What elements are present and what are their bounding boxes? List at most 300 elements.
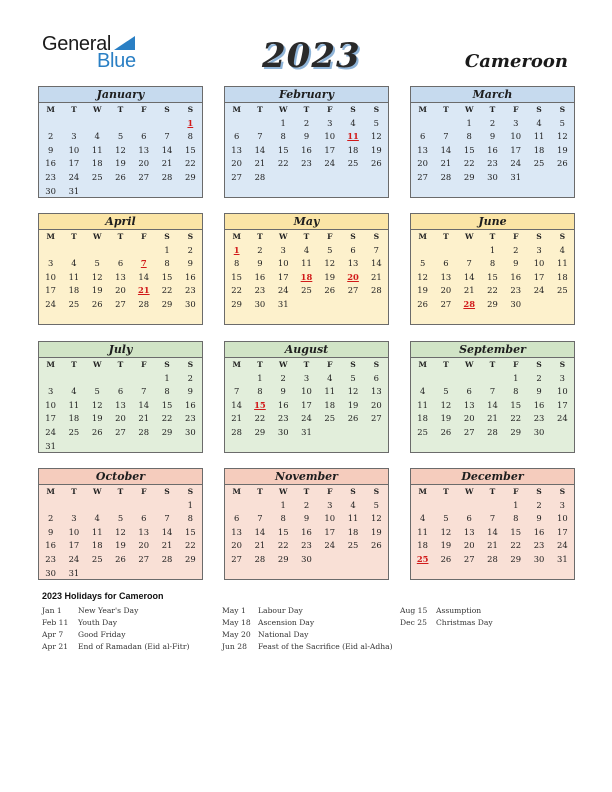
holiday-item: [42, 641, 218, 653]
empty-day-cell: [155, 440, 178, 454]
weekday-label: M: [46, 360, 55, 369]
month-title: October: [39, 469, 202, 485]
week-row: [411, 539, 574, 553]
day-cell: 23: [45, 171, 56, 182]
weekday-label: W: [278, 105, 288, 114]
day-cell: 24: [324, 158, 336, 169]
week-row: [411, 512, 574, 526]
weekday-label: F: [327, 487, 333, 496]
holiday-name: Feast of the Sacrifice (Eid al-Adha): [258, 642, 393, 651]
holiday-day-cell: 28: [463, 298, 476, 309]
day-cell: 18: [533, 144, 545, 155]
week-row: [39, 567, 202, 581]
day-cell: 12: [115, 144, 126, 155]
week-row: [411, 298, 574, 312]
day-cell: 21: [161, 158, 173, 169]
empty-day-cell: [155, 117, 178, 131]
day-cell: 19: [115, 158, 126, 169]
day-cell: 23: [533, 413, 545, 424]
day-cell: 14: [161, 144, 173, 155]
day-cell: 29: [487, 298, 498, 309]
empty-day-cell: [434, 117, 457, 131]
day-cell: 2: [536, 499, 542, 510]
holiday-day-cell: 1: [233, 244, 240, 255]
weekday-label: S: [350, 487, 356, 496]
day-cell: 23: [533, 540, 545, 551]
day-cell: 28: [254, 171, 266, 182]
day-cell: 7: [466, 258, 472, 269]
weekday-label: S: [559, 232, 566, 241]
day-cell: 3: [327, 499, 333, 510]
day-cell: 30: [487, 171, 498, 182]
empty-day-cell: [132, 440, 155, 454]
holiday-item: [222, 641, 428, 653]
country-name: Cameroon: [464, 51, 568, 72]
day-cell: 25: [324, 413, 336, 424]
weekday-label: S: [164, 360, 170, 369]
holiday-column: [42, 605, 218, 653]
day-cell: 26: [91, 426, 103, 437]
day-cell: 17: [324, 144, 336, 155]
week-row: [225, 385, 388, 399]
weekday-label: M: [418, 232, 427, 241]
week-row: [411, 144, 574, 158]
day-cell: 31: [45, 440, 56, 451]
day-cell: 5: [419, 258, 426, 269]
day-cell: 1: [466, 117, 472, 128]
weekday-label: S: [373, 487, 380, 496]
day-cell: 29: [510, 553, 522, 564]
empty-day-cell: [62, 244, 85, 258]
month-title: May: [225, 214, 388, 230]
day-cell: 29: [463, 171, 475, 182]
day-cell: 24: [45, 426, 56, 437]
day-cell: 12: [324, 258, 336, 269]
day-cell: 24: [45, 298, 56, 309]
day-cell: 25: [91, 553, 103, 564]
day-cell: 16: [301, 526, 312, 537]
weekday-label: F: [327, 232, 333, 241]
weekday-label: W: [278, 360, 288, 369]
weekday-label: S: [536, 487, 542, 496]
day-cell: 27: [115, 298, 126, 309]
day-cell: 22: [231, 285, 242, 296]
weekday-label: M: [232, 360, 241, 369]
holiday-date: May 20: [222, 630, 251, 639]
weekday-label: T: [443, 105, 449, 114]
day-cell: 24: [324, 540, 336, 551]
day-cell: 17: [324, 526, 336, 537]
weekday-label: T: [443, 232, 449, 241]
month-title: September: [411, 342, 574, 358]
empty-day-cell: [434, 372, 457, 386]
day-cell: 14: [254, 526, 266, 537]
day-cell: 30: [254, 298, 266, 309]
day-cell: 25: [347, 540, 359, 551]
empty-day-cell: [132, 185, 155, 199]
holiday-name: National Day: [258, 630, 309, 639]
weekday-label: S: [559, 105, 566, 114]
day-cell: 30: [533, 553, 545, 564]
day-cell: 13: [440, 271, 452, 282]
weekday-label: T: [257, 487, 263, 496]
day-cell: 25: [91, 171, 103, 182]
day-cell: 30: [533, 426, 545, 437]
day-cell: 9: [303, 513, 310, 524]
day-cell: 17: [533, 271, 545, 282]
day-cell: 8: [164, 258, 170, 269]
day-cell: 2: [47, 131, 54, 142]
weekday-label: S: [187, 487, 194, 496]
month-august: [224, 341, 389, 453]
week-row: [225, 171, 388, 185]
day-cell: 21: [370, 271, 382, 282]
day-cell: 5: [327, 244, 333, 255]
weekday-label: W: [92, 105, 102, 114]
day-cell: 11: [417, 399, 428, 410]
day-cell: 30: [45, 185, 56, 196]
day-cell: 18: [347, 144, 359, 155]
week-row: [411, 526, 574, 540]
day-cell: 26: [324, 285, 336, 296]
week-row: [225, 499, 388, 513]
week-row: [225, 526, 388, 540]
day-cell: 30: [45, 567, 56, 578]
weekday-header: [225, 103, 388, 117]
day-cell: 14: [440, 144, 452, 155]
week-row: [411, 117, 574, 131]
day-cell: 15: [463, 144, 475, 155]
holiday-date: Dec 25: [400, 618, 427, 627]
week-row: [39, 157, 202, 171]
weekday-label: S: [373, 232, 380, 241]
day-cell: 3: [71, 513, 77, 524]
week-row: [225, 257, 388, 271]
empty-day-cell: [39, 117, 62, 131]
day-cell: 27: [370, 413, 382, 424]
day-cell: 13: [138, 144, 150, 155]
day-cell: 7: [489, 513, 496, 524]
general-blue-logo: [42, 33, 142, 73]
day-cell: 22: [463, 158, 475, 169]
empty-day-cell: [458, 372, 481, 386]
month-june: [410, 213, 575, 325]
day-cell: 4: [71, 258, 77, 269]
empty-day-cell: [527, 171, 550, 185]
day-cell: 12: [440, 526, 452, 537]
day-cell: 19: [370, 526, 382, 537]
day-cell: 25: [417, 426, 428, 437]
day-cell: 10: [68, 144, 80, 155]
day-cell: 14: [161, 526, 173, 537]
weekday-header: [411, 358, 574, 372]
month-title: January: [39, 87, 202, 103]
empty-day-cell: [109, 244, 132, 258]
day-cell: 27: [417, 171, 428, 182]
weekday-label: F: [141, 105, 147, 114]
day-cell: 13: [231, 526, 242, 537]
day-cell: 8: [489, 258, 496, 269]
day-cell: 4: [327, 372, 333, 383]
day-cell: 5: [559, 117, 565, 128]
weekday-label: T: [303, 360, 310, 369]
day-cell: 27: [231, 553, 242, 564]
day-cell: 3: [513, 117, 519, 128]
empty-day-cell: [248, 499, 271, 513]
day-cell: 2: [536, 372, 542, 383]
empty-day-cell: [295, 171, 318, 185]
day-cell: 2: [187, 372, 193, 383]
day-cell: 3: [47, 386, 54, 397]
day-cell: 5: [373, 117, 379, 128]
empty-day-cell: [155, 185, 178, 199]
weekday-label: W: [464, 360, 474, 369]
empty-day-cell: [62, 499, 85, 513]
day-cell: 7: [443, 131, 449, 142]
holiday-date: May 18: [222, 618, 251, 627]
empty-day-cell: [318, 298, 341, 312]
holiday-name: Labour Day: [258, 606, 303, 615]
day-cell: 13: [347, 258, 359, 269]
day-cell: 14: [138, 399, 150, 410]
week-row: [411, 412, 574, 426]
day-cell: 4: [536, 117, 542, 128]
holiday-day-cell: 15: [254, 399, 266, 410]
week-row: [39, 539, 202, 553]
empty-day-cell: [481, 499, 504, 513]
weekday-label: W: [464, 232, 474, 241]
day-cell: 6: [373, 372, 379, 383]
day-cell: 6: [350, 244, 356, 255]
day-cell: 21: [254, 540, 266, 551]
day-cell: 20: [138, 540, 150, 551]
day-cell: 9: [489, 131, 496, 142]
day-cell: 6: [466, 386, 472, 397]
weekday-label: S: [350, 232, 356, 241]
empty-day-cell: [86, 499, 109, 513]
day-cell: 26: [440, 426, 452, 437]
weekday-label: S: [187, 105, 194, 114]
day-cell: 1: [280, 117, 286, 128]
day-cell: 2: [303, 499, 310, 510]
empty-day-cell: [109, 499, 132, 513]
day-cell: 29: [161, 426, 173, 437]
day-cell: 22: [510, 413, 522, 424]
week-row: [39, 185, 202, 199]
day-cell: 11: [301, 258, 312, 269]
weekday-label: F: [513, 232, 519, 241]
empty-day-cell: [132, 499, 155, 513]
holiday-name: End of Ramadan (Eid al-Fitr): [78, 642, 190, 651]
empty-day-cell: [132, 117, 155, 131]
weekday-label: S: [559, 360, 566, 369]
day-cell: 3: [71, 131, 77, 142]
day-cell: 27: [138, 553, 150, 564]
day-cell: 23: [184, 285, 196, 296]
month-title: July: [39, 342, 202, 358]
holiday-name: Youth Day: [78, 618, 118, 627]
day-cell: 29: [231, 298, 242, 309]
day-cell: 7: [164, 513, 170, 524]
day-cell: 10: [556, 513, 568, 524]
day-cell: 18: [91, 540, 103, 551]
day-cell: 25: [347, 158, 359, 169]
day-cell: 14: [463, 271, 475, 282]
week-row: [225, 553, 388, 567]
empty-day-cell: [86, 372, 109, 386]
logo-text-general: General: [42, 33, 112, 55]
weekday-label: T: [257, 232, 263, 241]
day-cell: 31: [68, 567, 80, 578]
day-cell: 30: [301, 553, 312, 564]
day-cell: 6: [117, 386, 124, 397]
day-cell: 21: [138, 413, 150, 424]
day-cell: 28: [231, 426, 242, 437]
empty-day-cell: [86, 244, 109, 258]
day-cell: 2: [257, 244, 263, 255]
day-cell: 27: [138, 171, 150, 182]
empty-day-cell: [458, 244, 481, 258]
week-row: [39, 526, 202, 540]
week-row: [411, 499, 574, 513]
week-row: [225, 284, 388, 298]
weekday-label: F: [141, 487, 147, 496]
empty-day-cell: [434, 244, 457, 258]
holiday-item: [400, 617, 606, 629]
empty-day-cell: [551, 171, 574, 185]
weekday-label: M: [418, 360, 427, 369]
weekday-label: F: [513, 487, 519, 496]
empty-day-cell: [527, 298, 550, 312]
empty-day-cell: [434, 499, 457, 513]
empty-day-cell: [86, 440, 109, 454]
weekday-label: T: [489, 105, 496, 114]
day-cell: 23: [254, 285, 266, 296]
day-cell: 4: [303, 244, 310, 255]
month-title: February: [225, 87, 388, 103]
week-row: [225, 144, 388, 158]
week-row: [39, 385, 202, 399]
month-april: [38, 213, 203, 325]
weekday-label: S: [559, 487, 566, 496]
empty-day-cell: [179, 185, 202, 199]
day-cell: 24: [533, 285, 545, 296]
day-cell: 24: [301, 413, 312, 424]
day-cell: 22: [277, 540, 289, 551]
day-cell: 16: [533, 399, 545, 410]
day-cell: 8: [164, 386, 170, 397]
week-row: [39, 117, 202, 131]
weekday-label: T: [303, 105, 310, 114]
day-cell: 19: [556, 144, 568, 155]
day-cell: 14: [254, 144, 266, 155]
weekday-label: W: [278, 487, 288, 496]
day-cell: 10: [45, 399, 56, 410]
day-cell: 26: [556, 158, 568, 169]
day-cell: 29: [510, 426, 522, 437]
weekday-label: M: [418, 105, 427, 114]
day-cell: 5: [443, 386, 449, 397]
day-cell: 28: [440, 171, 452, 182]
day-cell: 28: [487, 553, 498, 564]
day-cell: 1: [164, 244, 170, 255]
day-cell: 12: [370, 131, 382, 142]
day-cell: 21: [231, 413, 242, 424]
weekday-header: [225, 358, 388, 372]
day-cell: 21: [440, 158, 452, 169]
day-cell: 11: [417, 526, 428, 537]
week-row: [411, 157, 574, 171]
week-row: [39, 426, 202, 440]
day-cell: 4: [94, 513, 100, 524]
day-cell: 8: [187, 513, 193, 524]
empty-day-cell: [62, 117, 85, 131]
day-cell: 13: [463, 399, 475, 410]
holiday-day-cell: 7: [140, 258, 147, 269]
day-cell: 20: [463, 413, 475, 424]
day-cell: 17: [277, 271, 289, 282]
day-cell: 30: [184, 426, 196, 437]
day-cell: 13: [417, 144, 428, 155]
day-cell: 16: [45, 158, 56, 169]
month-february: [224, 86, 389, 198]
day-cell: 1: [164, 372, 170, 383]
day-cell: 18: [68, 413, 80, 424]
month-march: [410, 86, 575, 198]
day-cell: 9: [536, 513, 542, 524]
empty-day-cell: [318, 171, 341, 185]
empty-day-cell: [225, 117, 248, 131]
day-cell: 4: [94, 131, 100, 142]
day-cell: 26: [370, 158, 382, 169]
day-cell: 9: [513, 258, 519, 269]
logo-triangle-icon: [114, 36, 135, 50]
weekday-label: T: [71, 232, 77, 241]
week-row: [39, 144, 202, 158]
weekday-header: [39, 230, 202, 244]
weekday-label: T: [117, 360, 124, 369]
day-cell: 31: [301, 426, 312, 437]
day-cell: 11: [91, 144, 103, 155]
day-cell: 31: [556, 553, 568, 564]
weekday-label: T: [489, 487, 496, 496]
month-october: [38, 468, 203, 580]
weekday-label: S: [187, 360, 194, 369]
day-cell: 11: [68, 271, 80, 282]
day-cell: 26: [347, 413, 359, 424]
week-row: [411, 399, 574, 413]
day-cell: 5: [350, 372, 356, 383]
day-cell: 18: [91, 158, 103, 169]
day-cell: 15: [161, 271, 173, 282]
weekday-label: T: [443, 360, 449, 369]
empty-day-cell: [86, 117, 109, 131]
empty-day-cell: [341, 426, 364, 440]
day-cell: 3: [327, 117, 333, 128]
holiday-date: Apr 21: [42, 642, 69, 651]
day-cell: 20: [231, 158, 242, 169]
empty-day-cell: [132, 567, 155, 581]
empty-day-cell: [411, 372, 434, 386]
day-cell: 14: [487, 526, 498, 537]
weekday-header: [225, 230, 388, 244]
month-may: [224, 213, 389, 325]
holiday-date: May 1: [222, 606, 246, 615]
month-title: March: [411, 87, 574, 103]
day-cell: 26: [115, 553, 126, 564]
day-cell: 7: [141, 386, 147, 397]
empty-day-cell: [365, 553, 388, 567]
